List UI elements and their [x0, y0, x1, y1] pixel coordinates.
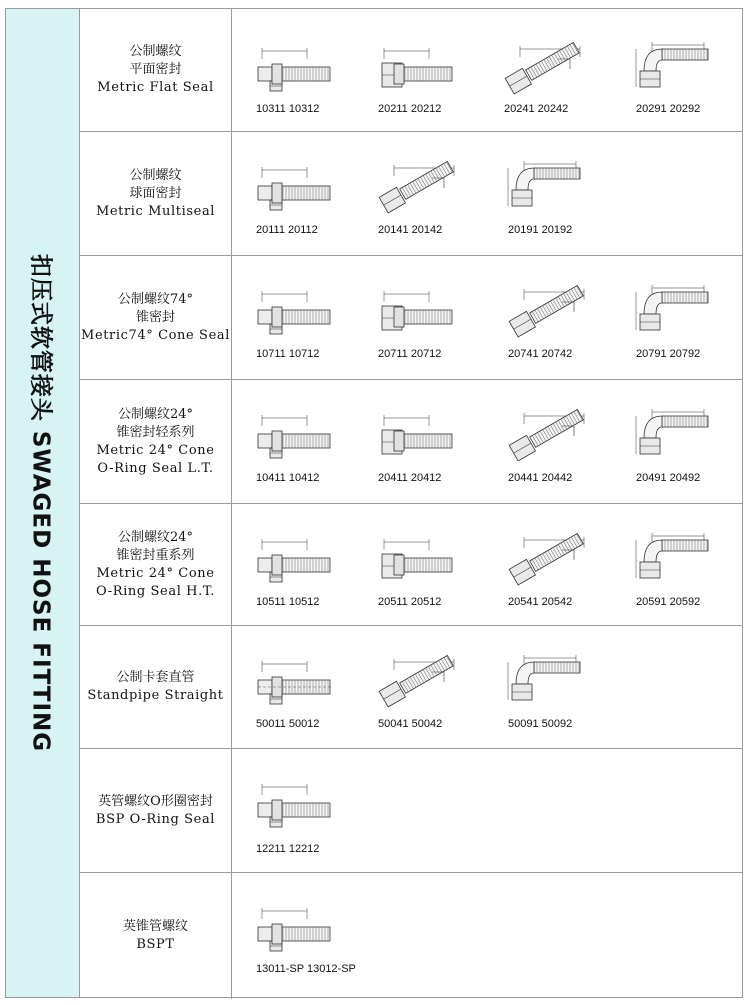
fitting-item	[374, 626, 494, 749]
part-number: 20711 20712	[378, 348, 442, 360]
fitting-items	[232, 873, 743, 999]
row-label	[80, 873, 232, 999]
part-number: 20241 20242	[504, 103, 569, 115]
row-label-cn: 公制螺纹74°	[117, 291, 194, 307]
row-label-cn: 锥密封重系列	[116, 547, 195, 563]
row-label-en: O-Ring Seal H.T.	[96, 583, 215, 599]
sidebar	[5, 8, 80, 998]
fitting-item	[252, 749, 372, 873]
straight-standpipe-icon	[252, 652, 352, 714]
90-degree-fitting-icon	[632, 530, 732, 592]
fitting-item	[504, 380, 624, 504]
fitting-item	[252, 9, 372, 132]
45-degree-fitting-icon	[500, 39, 600, 101]
fitting-item	[632, 380, 750, 504]
part-number: 20791 20792	[636, 348, 701, 360]
part-number: 10311 10312	[256, 103, 320, 115]
fitting-items	[232, 256, 743, 379]
part-number: 13011-SP 13012-SP	[256, 963, 356, 975]
straight-multiseal-fitting-icon	[252, 158, 352, 220]
part-number: 20511 20512	[378, 596, 442, 608]
45-degree-fitting-icon	[374, 158, 474, 220]
45-degree-fitting-icon	[504, 530, 604, 592]
straight-flat-seal-fitting-icon	[252, 39, 352, 101]
fitting-items	[232, 380, 743, 503]
row-label	[80, 749, 232, 872]
fitting-items	[232, 749, 743, 872]
straight-cone-seal-fitting-icon	[252, 282, 352, 344]
row-label-en: O-Ring Seal L.T.	[97, 460, 214, 476]
fitting-item	[252, 873, 372, 999]
row-label-en: BSP O-Ring Seal	[95, 811, 216, 827]
45-degree-fitting-icon	[504, 282, 604, 344]
row-label	[80, 626, 232, 748]
part-number: 50041 50042	[378, 718, 443, 730]
fitting-item	[504, 256, 624, 380]
row-label-cn: 公制螺纹24°	[117, 529, 194, 545]
90-degree-fitting-icon	[632, 282, 732, 344]
fitting-item	[632, 504, 750, 626]
fitting-items	[232, 9, 743, 131]
part-number: 10411 10412	[256, 472, 320, 484]
part-number: 20191 20192	[508, 224, 573, 236]
part-number: 20491 20492	[636, 472, 701, 484]
row-label-cn: 英锥管螺纹	[122, 919, 188, 934]
fitting-item	[252, 626, 372, 749]
part-number: 20111 20112	[256, 224, 318, 236]
catalog-row	[80, 749, 743, 873]
part-number: 20291 20292	[636, 103, 701, 115]
fitting-item	[504, 504, 624, 626]
catalog-row	[80, 626, 743, 749]
part-number: 10511 10512	[256, 596, 320, 608]
fitting-item	[632, 256, 750, 380]
row-label-cn: 锥密封轻系列	[116, 424, 195, 440]
fitting-item	[374, 9, 494, 132]
catalog-row	[80, 9, 743, 132]
row-label-en: Metric 24° Cone	[96, 565, 215, 581]
catalog-row	[80, 380, 743, 504]
90-degree-fitting-icon	[632, 406, 732, 468]
row-label-cn: 公制螺纹	[129, 44, 182, 59]
row-label	[80, 9, 232, 131]
part-number: 20441 20442	[508, 472, 573, 484]
row-label	[80, 380, 232, 503]
row-label-en: BSPT	[136, 937, 175, 952]
90-degree-standpipe-icon	[504, 652, 604, 714]
straight-24-cone-fitting-icon	[252, 530, 352, 592]
part-number: 50091 50092	[508, 718, 573, 730]
45-degree-fitting-icon	[504, 406, 604, 468]
sidebar-title: 扣压式软管接头 SWAGED HOSE FITTING	[27, 253, 53, 753]
fitting-item	[252, 504, 372, 626]
row-label	[80, 256, 232, 379]
fitting-catalog-table	[80, 8, 743, 998]
fitting-item	[252, 380, 372, 504]
straight-24-cone-fitting-icon	[252, 406, 352, 468]
fitting-item	[252, 132, 372, 256]
fitting-item	[504, 626, 624, 749]
90-degree-fitting-icon	[504, 158, 604, 220]
catalog-row	[80, 256, 743, 380]
row-label-en: Metric Flat Seal	[97, 80, 214, 95]
part-number: 10711 10712	[256, 348, 320, 360]
fitting-item	[374, 256, 494, 380]
part-number: 20141 20142	[378, 224, 443, 236]
part-number: 20211 20212	[378, 103, 442, 115]
fitting-item	[374, 504, 494, 626]
part-number: 20541 20542	[508, 596, 573, 608]
fitting-item	[374, 380, 494, 504]
fitting-item	[252, 256, 372, 380]
catalog-row	[80, 504, 743, 626]
row-label	[80, 132, 232, 255]
part-number: 12211 12212	[256, 843, 320, 855]
straight-nut-cone-seal-fitting-icon	[374, 282, 474, 344]
90-degree-fitting-icon	[632, 39, 732, 101]
row-label-en: Metric74° Cone Seal	[81, 327, 230, 343]
fitting-items	[232, 504, 743, 625]
straight-nut-24-cone-fitting-icon	[374, 530, 474, 592]
row-label	[80, 504, 232, 625]
row-label-cn: 平面密封	[129, 62, 182, 77]
part-number: 20741 20742	[508, 348, 573, 360]
part-number: 20591 20592	[636, 596, 701, 608]
catalog-row	[80, 873, 743, 999]
45-degree-standpipe-icon	[374, 652, 474, 714]
fitting-item	[504, 132, 624, 256]
fitting-items	[232, 626, 743, 748]
row-label-cn: 公制螺纹24°	[117, 406, 194, 422]
catalog-row	[80, 132, 743, 256]
row-label-en: Standpipe Straight	[87, 688, 224, 703]
row-label-en: Metric Multiseal	[95, 203, 216, 219]
straight-nut-flat-seal-fitting-icon	[374, 39, 474, 101]
row-label-cn: 公制螺纹	[129, 167, 182, 183]
fitting-item	[500, 9, 620, 132]
row-label-en: Metric 24° Cone	[96, 442, 215, 458]
row-label-cn: 球面密封	[129, 185, 182, 201]
row-label-cn: 锥密封	[135, 309, 175, 325]
fitting-items	[232, 132, 743, 255]
straight-bsp-oring-fitting-icon	[252, 775, 352, 837]
straight-bspt-fitting-icon	[252, 899, 352, 961]
fitting-item	[632, 9, 750, 132]
part-number: 50011 50012	[256, 718, 320, 730]
row-label-cn: 英管螺纹O形圈密封	[98, 793, 213, 809]
fitting-item	[374, 132, 494, 256]
row-label-cn: 公制卡套直管	[116, 670, 195, 685]
straight-nut-24-cone-fitting-icon	[374, 406, 474, 468]
part-number: 20411 20412	[378, 472, 442, 484]
